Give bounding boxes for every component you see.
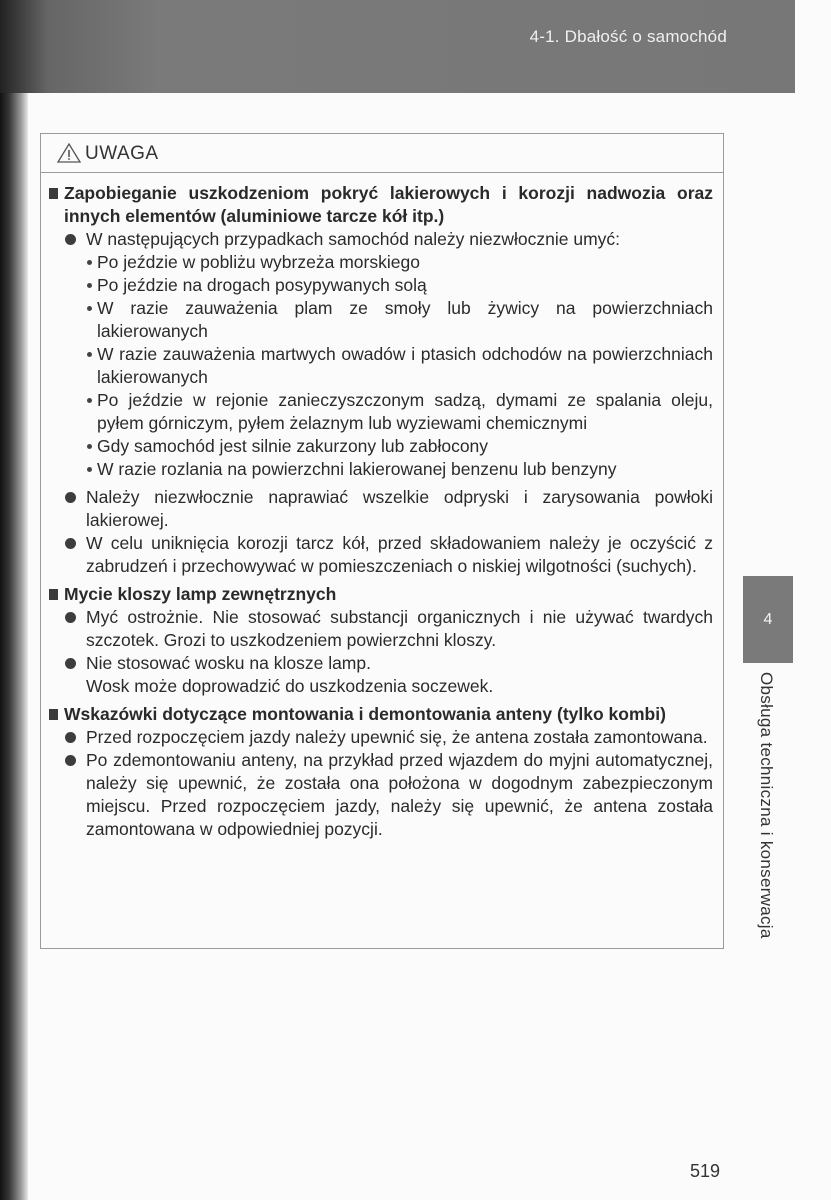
caution-content xyxy=(41,182,725,841)
round-bullet-icon xyxy=(65,492,76,503)
small-bullet-icon xyxy=(87,260,92,265)
bullet-item: Po zdemontowaniu anteny, na przykład przed wjazdem do myjni automatycznej, należy się upewnić, że została ona położona w dogodnym zabezpieczonym miejscu. Przed rozpoczęciem jazdy, należy się upewnić, że antena została zamontowana w odpowiedniej pozycji. xyxy=(41,749,725,841)
sub-bullet-item: Po jeździe w rejonie zanieczyszczonym sadzą, dymami ze spalania oleju, pyłem górniczym, pyłem żelaznym lub wyziewami chemicznymi xyxy=(41,389,725,435)
round-bullet-icon xyxy=(65,755,76,766)
round-bullet-icon xyxy=(65,658,76,669)
caution-header xyxy=(41,134,723,173)
square-bullet-icon xyxy=(49,188,58,199)
page-binding-shadow xyxy=(0,0,28,1200)
round-bullet-icon xyxy=(65,234,76,245)
sub-bullet-item: Po jeździe w pobliżu wybrzeża morskiego xyxy=(41,251,725,274)
small-bullet-icon xyxy=(87,398,92,403)
chapter-title: 4-1. Dbałość o samochód xyxy=(529,27,727,46)
bullet-item: W następujących przypadkach samochód należy niezwłocznie umyć: xyxy=(41,228,725,251)
warning-icon xyxy=(56,142,82,164)
round-bullet-icon xyxy=(65,612,76,623)
sub-bullet-item: W razie zauważenia plam ze smoły lub żywicy na powierzchniach lakierowanych xyxy=(41,297,725,343)
sub-bullet-item: Po jeździe na drogach posypywanych solą xyxy=(41,274,725,297)
round-bullet-icon xyxy=(65,732,76,743)
chapter-number: 4 xyxy=(763,611,773,628)
bullet-note: Wosk może doprowadzić do uszkodzenia soczewek. xyxy=(86,676,494,696)
square-bullet-icon xyxy=(49,709,58,720)
small-bullet-icon xyxy=(87,467,92,472)
sub-bullet-item: W razie rozlania na powierzchni lakierowanej benzenu lub benzyny xyxy=(41,458,725,481)
section-heading: Zapobieganie uszkodzeniom pokryć lakierowych i korozji nadwozia oraz innych elementów (aluminiowe tarcze kół itp.) xyxy=(41,182,725,228)
sub-bullet-item: W razie zauważenia martwych owadów i ptasich odchodów na powierzchniach lakierowanych xyxy=(41,343,725,389)
caution-box xyxy=(40,133,724,949)
section-heading: Mycie kloszy lamp zewnętrznych xyxy=(41,583,725,606)
bullet-item: Należy niezwłocznie naprawiać wszelkie odpryski i zarysowania powłoki lakierowej. xyxy=(41,486,725,532)
chapter-tab xyxy=(743,576,793,663)
chapter-side-label: Obsługa techniczna i konserwacja xyxy=(757,672,776,939)
bullet-item: W celu uniknięcia korozji tarcz kół, przed składowaniem należy je oczyścić z zabrudzeń i przechowywać w pomieszczeniach o niskiej wilgotności (suchych). xyxy=(41,532,725,578)
small-bullet-icon xyxy=(87,306,92,311)
section-heading: Wskazówki dotyczące montowania i demontowania anteny (tylko kombi) xyxy=(41,703,725,726)
header-bar xyxy=(0,0,795,93)
sub-bullet-item: Gdy samochód jest silnie zakurzony lub zabłocony xyxy=(41,435,725,458)
page-number: 519 xyxy=(690,1161,721,1181)
bullet-item: Nie stosować wosku na klosze lamp. xyxy=(41,652,725,675)
bullet-item: Przed rozpoczęciem jazdy należy upewnić się, że antena została zamontowana. xyxy=(41,726,725,749)
small-bullet-icon xyxy=(87,283,92,288)
small-bullet-icon xyxy=(87,352,92,357)
caution-title: UWAGA xyxy=(85,143,159,164)
square-bullet-icon xyxy=(49,589,58,600)
round-bullet-icon xyxy=(65,538,76,549)
bullet-item: Myć ostrożnie. Nie stosować substancji organicznych i nie używać twardych szczotek. Grozi to uszkodzeniem powierzchni kloszy. xyxy=(41,606,725,652)
small-bullet-icon xyxy=(87,444,92,449)
